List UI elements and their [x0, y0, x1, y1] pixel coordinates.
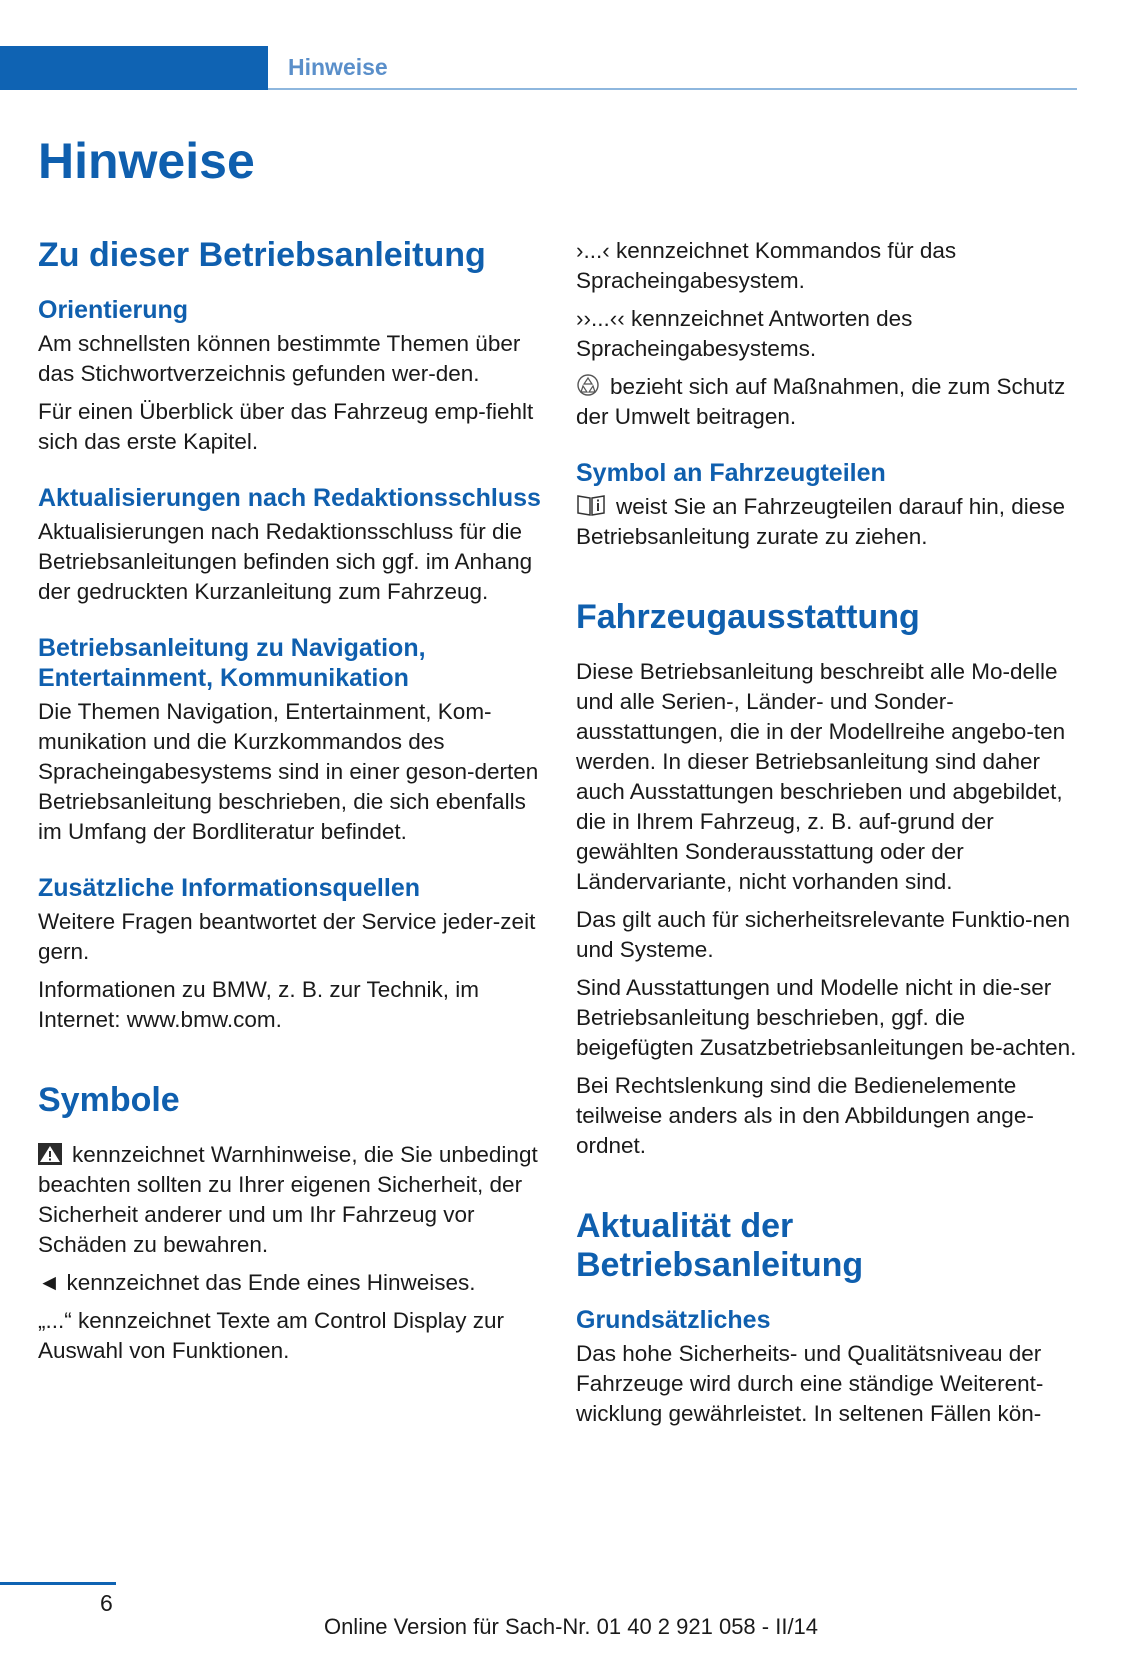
- paragraph-symbol-display: „...“ kennzeichnet Texte am Control Display zur Auswahl von Funktionen.: [38, 1308, 505, 1364]
- paragraph-equipment-2: Das gilt auch für sicherheitsrelevante Funktio-nen und Systeme.: [576, 907, 1071, 963]
- paragraph-orientation-1: Am schnellsten können bestimmte Themen über das Stichwortverzeichnis gefunden wer-den.: [38, 331, 521, 387]
- paragraph-symbol-commands: ›...‹ kennzeichnet Kommandos für das Spracheingabesystem.: [576, 238, 957, 293]
- paragraph-symbol-answers: ››...‹‹ kennzeichnet Antworten des Spracheingabesystems.: [576, 306, 913, 361]
- paragraph-sources-2: Informationen zu BMW, z. B. zur Technik, im Internet: www.bmw.com.: [38, 977, 479, 1033]
- paragraph-equipment-4: Bei Rechtslenkung sind die Bedienelemente teilweise anders als in den Abbildungen ange-ordnet.: [576, 1073, 1034, 1159]
- paragraph-principles: Das hohe Sicherheits- und Qualitätsniveau der Fahrzeuge wird durch eine ständige Weiterent-wicklung gewährleistet. In seltenen Fällen kön-: [576, 1341, 1044, 1427]
- left-column: [38, 236, 543, 1374]
- paragraph-symbol-environment: [576, 372, 1081, 432]
- heading-about-manual: Zu dieser Betriebsanleitung: [38, 236, 486, 274]
- heading-principles: Grundsätzliches: [576, 1306, 771, 1335]
- recycle-icon: [576, 373, 600, 397]
- paragraph-updates: Aktualisierungen nach Redaktionsschluss für die Betriebsanleitungen befinden sich ggf. im Anhang der gedruckten Kurzanleitung zum Fahrzeug.: [38, 519, 533, 605]
- heading-additional-sources: Zusätzliche Informationsquellen: [38, 874, 420, 903]
- footer-online-version: Online Version für Sach-Nr. 01 40 2 921 058 - II/14: [323, 1614, 819, 1639]
- heading-orientation: Orientierung: [38, 296, 189, 325]
- paragraph-orientation-2: Für einen Überblick über das Fahrzeug emp-fiehlt sich das erste Kapitel.: [38, 399, 534, 455]
- footer-rule: [0, 1582, 116, 1585]
- heading-vehicle-symbol: Symbol an Fahrzeugteilen: [576, 459, 886, 487]
- paragraph-symbol-warning: [38, 1140, 543, 1260]
- symbol-environment-text: bezieht sich auf Maßnahmen, die zum Schutz der Umwelt beitragen.: [576, 374, 1066, 429]
- heading-navigation-manual: Betriebsanleitung zu Navigation, Entertainment, Kommunikation: [38, 634, 426, 693]
- header-rule: [268, 88, 1077, 90]
- heading-updates: Aktualisierungen nach Redaktionsschluss: [38, 484, 541, 513]
- paragraph-equipment-3: Sind Ausstattungen und Modelle nicht in die-ser Betriebsanleitung beschrieben, ggf. die beigefügten Zusatzbetriebsanleitungen be-achten.: [576, 975, 1077, 1061]
- vehicle-symbol-text: weist Sie an Fahrzeugteilen darauf hin, diese Betriebsanleitung zurate zu ziehen.: [576, 494, 1066, 549]
- header-bar: [0, 46, 268, 90]
- header-section-title: Hinweise: [288, 54, 388, 80]
- paragraph-symbol-end: ◄ kennzeichnet das Ende eines Hinweises.: [38, 1270, 476, 1296]
- heading-symbols: Symbole: [38, 1081, 180, 1120]
- heading-manual-actuality: Aktualität der Betriebsanleitung: [576, 1207, 864, 1285]
- right-column: [576, 236, 1081, 1437]
- heading-vehicle-equipment: Fahrzeugausstattung: [576, 598, 920, 636]
- paragraph-sources-1: Weitere Fragen beantwortet der Service jeder-zeit gern.: [38, 909, 536, 965]
- page-number: 6: [100, 1590, 113, 1616]
- open-book-info-icon: [576, 493, 606, 517]
- paragraph-vehicle-symbol: [576, 492, 1081, 552]
- paragraph-equipment-1: Diese Betriebsanleitung beschreibt alle Mo-delle und alle Serien-, Länder- und Sonder-ausstattungen, die in der Modellreihe angebo-ten werden. In dieser Betriebsanleitung sind daher auch Ausstattungen beschrieben und abgebildet, die in Ihrem Fahrzeug, z. B. auf-grund der gewählten Sonderausstattung oder der Ländervariante, nicht vorhanden sind.: [576, 659, 1066, 895]
- warning-triangle-icon: [38, 1143, 62, 1165]
- page-title: Hinweise: [38, 133, 255, 189]
- paragraph-navigation-manual: Die Themen Navigation, Entertainment, Kom-munikation und die Kurzkommandos des Spracheingabesystems sind in einer geson-derten Betriebsanleitung beschrieben, die sich ebenfalls im Umfang der Bordliteratur befindet.: [38, 699, 539, 845]
- symbol-warning-text: kennzeichnet Warnhinweise, die Sie unbedingt beachten sollten zu Ihrer eigenen Sicherheit, der Sicherheit anderer und um Ihr Fahrzeug vor Schäden zu bewahren.: [38, 1142, 538, 1258]
